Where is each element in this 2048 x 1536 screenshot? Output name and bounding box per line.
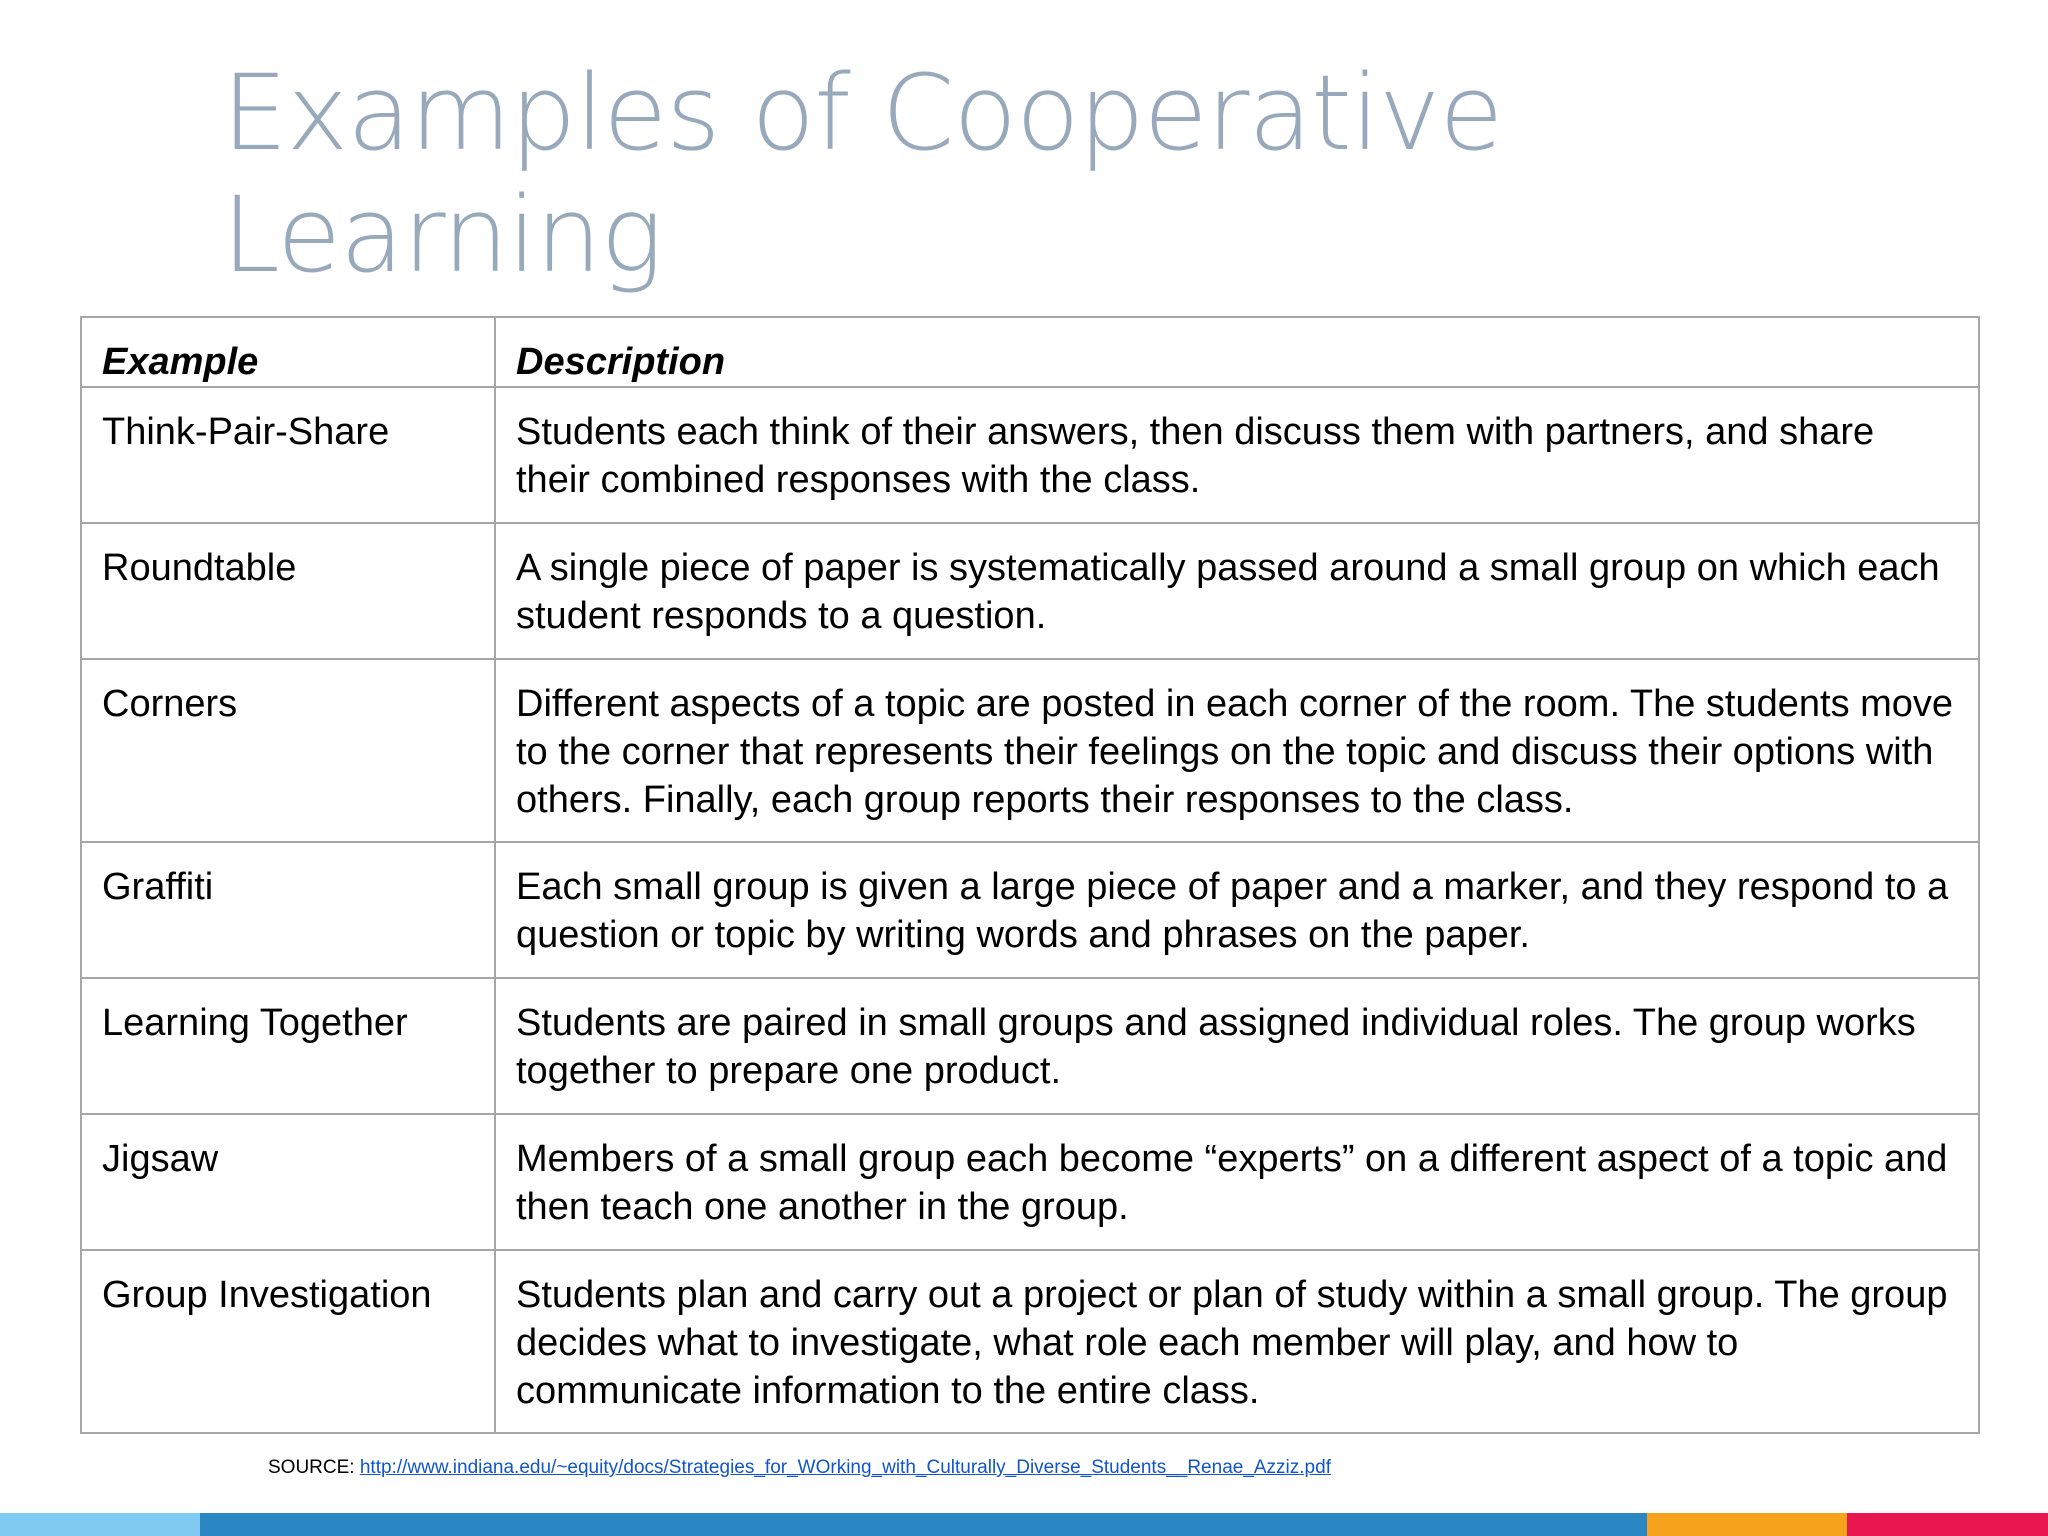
header-description: Description [495, 317, 1979, 387]
example-cell: Learning Together [81, 978, 495, 1114]
description-cell: Each small group is given a large piece of paper and a marker, and they respond to a question or topic by writing words and phrases on the paper. [495, 842, 1979, 978]
description-cell: Students are paired in small groups and assigned individual roles. The group works together to prepare one product. [495, 978, 1979, 1114]
examples-table [80, 316, 1980, 1434]
example-cell: Graffiti [81, 842, 495, 978]
table-header-row [81, 317, 1979, 387]
description-cell: Students each think of their answers, then discuss them with partners, and share their combined responses with the class. [495, 387, 1979, 523]
table-row [81, 1114, 1979, 1250]
table-row [81, 523, 1979, 659]
description-cell: Students plan and carry out a project or plan of study within a small group. The group decides what to investigate, what role each member will play, and how to communicate information to the entire class. [495, 1250, 1979, 1433]
description-cell: A single piece of paper is systematically passed around a small group on which each student responds to a question. [495, 523, 1979, 659]
table-row [81, 1250, 1979, 1433]
table-row [81, 842, 1979, 978]
table-row [81, 659, 1979, 842]
description-cell: Different aspects of a topic are posted in each corner of the room. The students move to the corner that represents their feelings on the topic and discuss their options with others. Finally, each group reports their responses to the class. [495, 659, 1979, 842]
table-row [81, 978, 1979, 1114]
bar-segment-light-blue [0, 1513, 200, 1536]
source-citation [268, 1456, 1331, 1480]
source-label: SOURCE: [268, 1457, 355, 1478]
header-example: Example [81, 317, 495, 387]
example-cell: Corners [81, 659, 495, 842]
example-cell: Think-Pair-Share [81, 387, 495, 523]
example-cell: Group Investigation [81, 1250, 495, 1433]
bar-segment-blue [200, 1513, 1647, 1536]
bar-segment-red [1847, 1513, 2048, 1536]
source-link[interactable]: http://www.indiana.edu/~equity/docs/Strategies_for_WOrking_with_Culturally_Diverse_Students__Renae_Azziz.pdf [359, 1457, 1331, 1478]
description-cell: Members of a small group each become “experts” on a different aspect of a topic and then teach one another in the group. [495, 1114, 1979, 1250]
table-row [81, 387, 1979, 523]
examples-table-container [80, 316, 1980, 1434]
slide-title: Examples of Cooperative Learning [222, 52, 1503, 296]
footer-color-bar [0, 1513, 2048, 1536]
bar-segment-orange [1647, 1513, 1847, 1536]
example-cell: Roundtable [81, 523, 495, 659]
example-cell: Jigsaw [81, 1114, 495, 1250]
